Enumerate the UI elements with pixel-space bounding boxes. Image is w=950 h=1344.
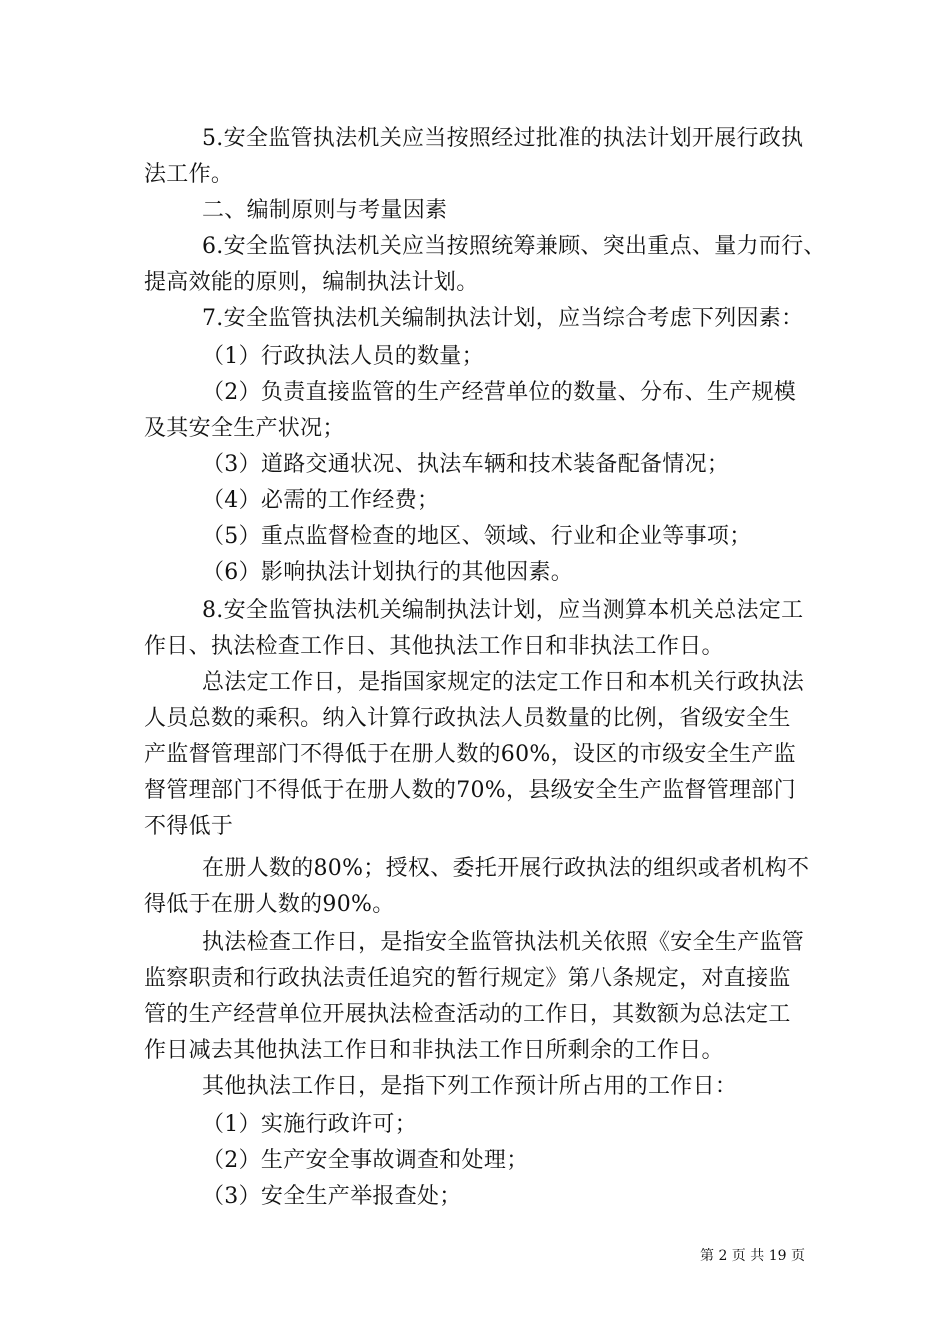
list-item: （3）安全生产举报查处； — [202, 1184, 462, 1209]
paragraph-line: 8.安全监管执法机关编制执法计划，应当测算本机关总法定工 — [202, 598, 804, 623]
paragraph-line: 提高效能的原则，编制执法计划。 — [144, 270, 479, 295]
paragraph-line: 5.安全监管执法机关应当按照经过批准的执法计划开展行政执 — [202, 126, 804, 151]
paragraph-line: 总法定工作日，是指国家规定的法定工作日和本机关行政执法 — [202, 670, 805, 695]
page-number: 第 2 页 共 19 页 — [700, 1248, 805, 1264]
list-item: （5）重点监督检查的地区、领域、行业和企业等事项； — [202, 524, 752, 549]
paragraph-line: 7.安全监管执法机关编制执法计划，应当综合考虑下列因素： — [202, 306, 804, 331]
paragraph-line: 人员总数的乘积。纳入计算行政执法人员数量的比例，省级安全生 — [144, 706, 791, 731]
paragraph-line: 产监督管理部门不得低于在册人数的60%，设区的市级安全生产监 — [144, 742, 796, 767]
paragraph-line: 督管理部门不得低于在册人数的70%，县级安全生产监督管理部门 — [144, 778, 796, 803]
section-heading: 二、编制原则与考量因素 — [202, 198, 448, 223]
paragraph-line: 管的生产经营单位开展执法检查活动的工作日，其数额为总法定工 — [144, 1002, 791, 1027]
paragraph-line: 在册人数的80%；授权、委托开展行政执法的组织或者机构不 — [202, 856, 810, 881]
list-item: （2）生产安全事故调查和处理； — [202, 1148, 529, 1173]
list-item: （1）行政执法人员的数量； — [202, 344, 484, 369]
paragraph-line: 作日、执法检查工作日、其他执法工作日和非执法工作日。 — [144, 634, 724, 659]
list-item: （2）负责直接监管的生产经营单位的数量、分布、生产规模 — [202, 380, 797, 405]
paragraph-line: 作日减去其他执法工作日和非执法工作日所剩余的工作日。 — [144, 1038, 724, 1063]
paragraph-line: 监察职责和行政执法责任追究的暂行规定》第八条规定，对直接监 — [144, 966, 791, 991]
paragraph-line: 其他执法工作日，是指下列工作预计所占用的工作日： — [202, 1074, 738, 1099]
list-item: （3）道路交通状况、执法车辆和技术装备配备情况； — [202, 452, 730, 477]
paragraph-line: 及其安全生产状况； — [144, 416, 345, 441]
paragraph-line: 6.安全监管执法机关应当按照统筹兼顾、突出重点、量力而行、 — [202, 234, 826, 259]
paragraph-line: 不得低于 — [144, 814, 234, 839]
paragraph-line: 执法检查工作日，是指安全监管执法机关依照《安全生产监管 — [202, 930, 805, 955]
list-item: （1）实施行政许可； — [202, 1112, 417, 1137]
paragraph-line: 得低于在册人数的90%。 — [144, 892, 395, 917]
paragraph-line: 法工作。 — [144, 162, 234, 187]
list-item: （4）必需的工作经费； — [202, 488, 440, 513]
list-item: （6）影响执法计划执行的其他因素。 — [202, 560, 574, 585]
